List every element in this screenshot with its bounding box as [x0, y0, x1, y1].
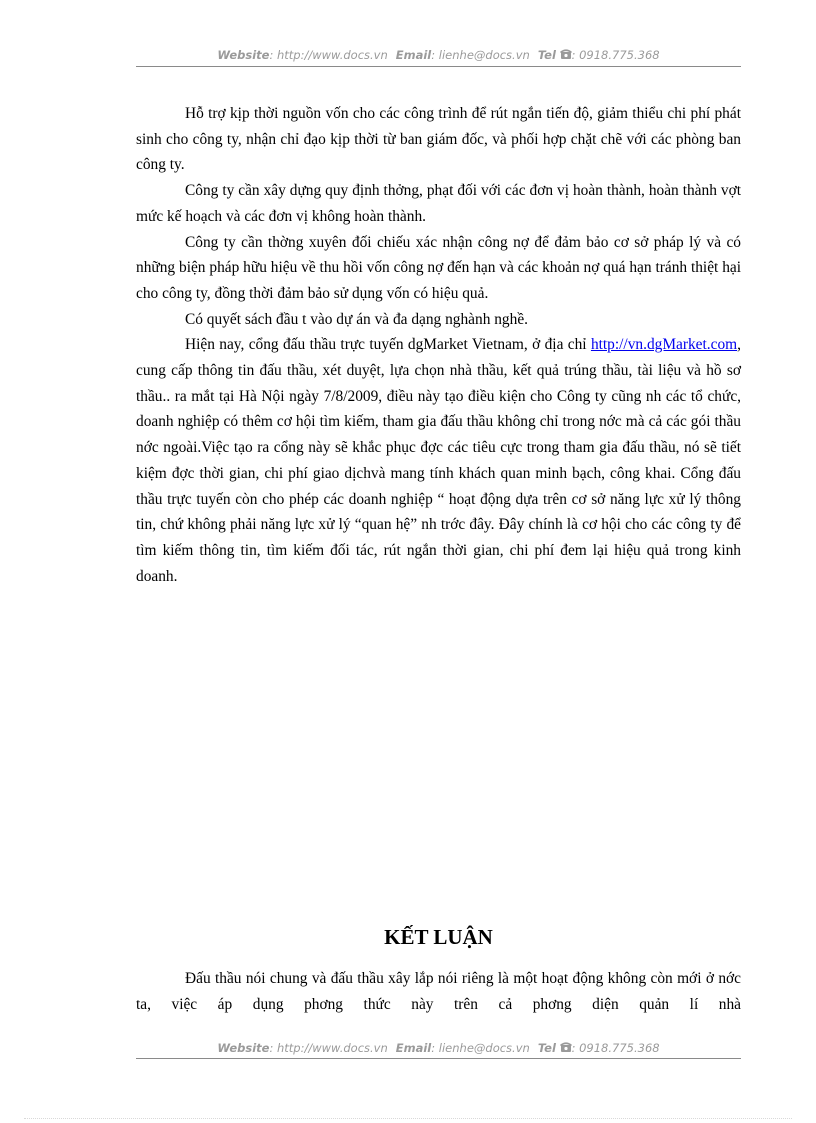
conclusion-title: KẾT LUẬN	[384, 925, 493, 949]
email-value[interactable]: : lienhe@docs.vn	[431, 48, 530, 62]
tel-value: : 0918.775.368	[571, 1041, 660, 1055]
tel-value: : 0918.775.368	[571, 48, 660, 62]
paragraph-investment: Có quyết sách đầu t vào dự án và đa dạng nghành nghề.	[185, 310, 528, 328]
paragraph-rewards: Công ty cần xây dựng quy định thởng, phạt đối với các đơn vị hoàn thành, hoàn thành vợt mức kế hoạch và các đơn vị không hoàn thành.	[136, 182, 741, 225]
conclusion-text	[136, 966, 741, 1017]
page-header-top	[136, 48, 741, 62]
header-divider-top	[136, 66, 741, 67]
page-footer	[136, 1041, 741, 1055]
paragraph-debt: Công ty cần thờng xuyên đối chiếu xác nhận công nợ để đảm bảo cơ sở pháp lý và có những biện pháp hữu hiệu về thu hồi vốn công nợ đến hạn và các khoản nợ quá hạn tránh thiệt hại cho công ty, đồng thời đảm bảo sử dụng vốn có hiệu quả.	[136, 233, 741, 302]
dgmarket-text-before: Hiện nay, cổng đấu thầu trực tuyến dgMarket Vietnam, ở địa chỉ	[185, 336, 591, 354]
website-label: Website	[217, 1041, 270, 1055]
tel-label: Tel	[537, 1041, 556, 1055]
footer-divider	[136, 1058, 741, 1059]
body-text	[136, 101, 741, 589]
website-value[interactable]: : http://www.docs.vn	[269, 48, 388, 62]
tel-label: Tel	[537, 48, 556, 62]
dgmarket-text-after: , cung cấp thông tin đấu thầu, xét duyệt, lựa chọn nhà thầu, kết quả trúng thầu, tài liệu và hồ sơ thầu.. ra mắt tại Hà Nội ngày 7/8/2009, điều này tạo điều kiện cho Công ty cũng nh các tổ chức, doanh nghiệp có thêm cơ hội tìm kiếm, tham gia đấu thầu không chỉ trong nớc mà cả các gói thầu nớc ngoài.Việc tạo ra cổng này sẽ khắc phục đợc các tiêu cực trong tham gia đấu thầu, nó sẽ tiết kiệm đợc thời gian, chi phí giao dịchvà mang tính khách quan minh bạch, công khai. Cổng đấu thầu trực tuyến còn cho phép các doanh nghiệp “ hoạt động dựa trên cơ sở năng lực xử lý thông tin, chứ không phải năng lực xử lý “quan hệ” nh trớc đây. Đây chính là cơ hội cho các công ty để tìm kiếm thông tin, tìm kiếm đối tác, rút ngắn thời gian, chi phí đem lại hiệu quả trong kinh doanh.	[136, 336, 741, 585]
website-label: Website	[217, 48, 270, 62]
email-label: Email	[395, 1041, 432, 1055]
paragraph-dgmarket	[136, 332, 741, 589]
phone-icon	[560, 49, 572, 60]
phone-icon	[560, 1042, 572, 1053]
email-value[interactable]: : lienhe@docs.vn	[431, 1041, 530, 1055]
dgmarket-link[interactable]: http://vn.dgMarket.com	[590, 336, 738, 354]
page-edge	[24, 1118, 792, 1119]
paragraph-funding: Hỗ trợ kịp thời nguồn vốn cho các công trình để rút ngắn tiến độ, giảm thiểu chi phí phát sinh cho công ty, nhận chỉ đạo kịp thời từ ban giám đốc, và phối hợp chặt chẽ với các phòng ban công ty.	[136, 105, 741, 174]
email-label: Email	[395, 48, 432, 62]
website-value[interactable]: : http://www.docs.vn	[269, 1041, 388, 1055]
conclusion-paragraph: Đấu thầu nói chung và đấu thầu xây lắp nói riêng là một hoạt động không còn mới ở nớc ta, việc áp dụng phơng thức này trên cả phơng diện quản lí nhà	[136, 970, 741, 1013]
